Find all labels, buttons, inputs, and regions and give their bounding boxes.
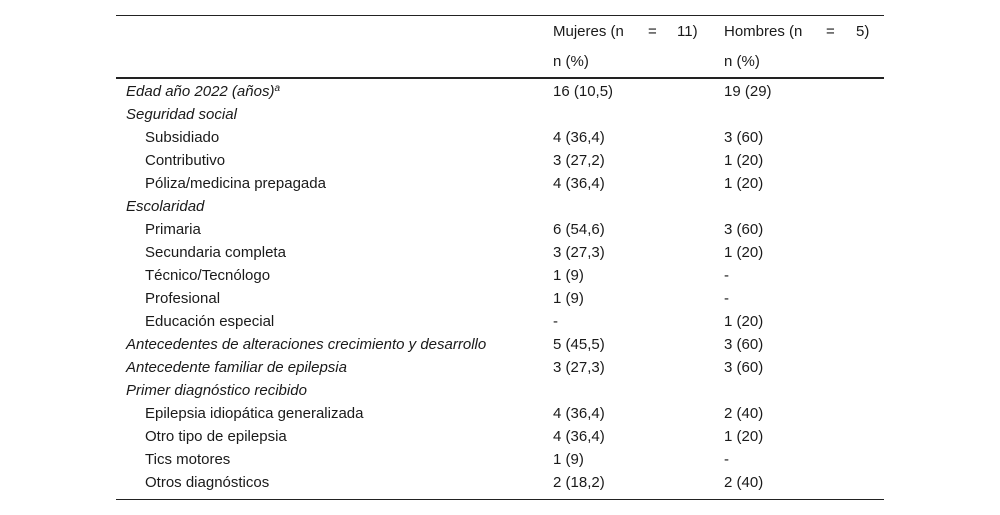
cell-hombres: 3 (60) [724,129,764,146]
table-row [116,425,884,448]
cell-hombres: 1 (20) [724,152,764,169]
header-mujeres [553,22,703,42]
row-label [126,103,237,126]
header-mujeres-n: 11) [677,23,698,40]
row-label [145,448,230,471]
row-label [145,149,225,172]
cell-mujeres: 16 (10,5) [553,83,614,100]
table-row [116,264,884,287]
row-label [145,287,220,310]
cell-hombres: - [724,290,729,307]
cell-mujeres: 3 (27,2) [553,152,605,169]
row-label [145,425,287,448]
table-row [116,195,884,218]
cell-mujeres: 4 (36,4) [553,175,605,192]
row-label [126,195,204,218]
table-row [116,172,884,195]
cell-hombres: - [724,451,729,468]
table-row [116,379,884,402]
header-mujeres-eq: = [648,23,657,40]
row-label-text: Primaria [145,221,201,238]
table-row [116,402,884,425]
cell-mujeres: 4 (36,4) [553,129,605,146]
row-label-text: Profesional [145,290,221,307]
row-label [126,379,307,402]
row-label-text: Epilepsia idiopática generalizada [145,405,364,422]
cell-mujeres: 2 (18,2) [553,474,605,491]
bottom-rule [116,499,884,500]
row-label-text: Educación especial [145,313,275,330]
row-label-text: Escolaridad [126,198,205,215]
row-label [145,241,286,264]
row-label [145,402,363,425]
header-rule [116,77,884,79]
cell-mujeres: 4 (36,4) [553,428,605,445]
header-hombres-eq: = [826,23,835,40]
header-hombres [724,22,874,42]
cell-hombres: - [724,267,729,284]
row-label-text: Edad año 2022 (años) [126,83,275,100]
table-row [116,333,884,356]
cell-hombres: 3 (60) [724,336,764,353]
table-row [116,149,884,172]
row-label-text: Secundaria completa [145,244,286,261]
cell-hombres: 3 (60) [724,359,764,376]
cell-mujeres: 3 (27,3) [553,244,605,261]
row-label [145,264,270,287]
table-row [116,126,884,149]
table-row [116,287,884,310]
row-label-text: Contributivo [145,152,226,169]
row-label-text: Otros diagnósticos [145,474,270,491]
header-hombres-label: Hombres (n [724,23,803,40]
row-label-text: Seguridad social [126,106,237,123]
row-label-text: Póliza/medicina prepagada [145,175,326,192]
cell-hombres: 19 (29) [724,83,772,100]
cell-mujeres: 1 (9) [553,267,584,284]
cell-mujeres: 3 (27,3) [553,359,605,376]
header-mujeres-label: Mujeres (n [553,23,624,40]
cell-mujeres: 6 (54,6) [553,221,605,238]
table-row [116,310,884,333]
row-label-text: Antecedente familiar de epilepsia [126,359,347,376]
table-row [116,448,884,471]
row-label-text: Tics motores [145,451,231,468]
row-label [126,356,347,379]
table-row [116,218,884,241]
row-label-text: Técnico/Tecnólogo [145,267,271,284]
row-label [145,172,326,195]
cell-hombres: 1 (20) [724,244,764,261]
row-label [126,333,486,356]
cell-mujeres: 5 (45,5) [553,336,605,353]
header-hombres-sub: n (%) [724,53,760,70]
row-label [126,80,280,103]
row-label [145,218,201,241]
cell-mujeres: 1 (9) [553,451,584,468]
cell-hombres: 2 (40) [724,405,764,422]
row-label-text: Otro tipo de epilepsia [145,428,287,445]
cell-hombres: 1 (20) [724,313,764,330]
row-label [145,310,274,333]
table-row [116,241,884,264]
table-row [116,80,884,103]
cell-hombres: 1 (20) [724,175,764,192]
cell-hombres: 2 (40) [724,474,764,491]
table-row [116,471,884,494]
table-row [116,356,884,379]
row-label [145,126,219,149]
cell-mujeres: - [553,313,558,330]
table-row [116,103,884,126]
header-hombres-n: 5) [856,23,870,40]
row-label-text: Primer diagnóstico recibido [126,382,307,399]
cell-hombres: 3 (60) [724,221,764,238]
cell-hombres: 1 (20) [724,428,764,445]
row-label-text: Subsidiado [145,129,220,146]
row-label-text: Antecedentes de alteraciones crecimiento y desarrollo [126,336,487,353]
header-mujeres-sub: n (%) [553,53,589,70]
cell-mujeres: 4 (36,4) [553,405,605,422]
row-label [145,471,269,494]
footnote-marker: a [274,83,281,94]
top-rule [116,15,884,16]
cell-mujeres: 1 (9) [553,290,584,307]
